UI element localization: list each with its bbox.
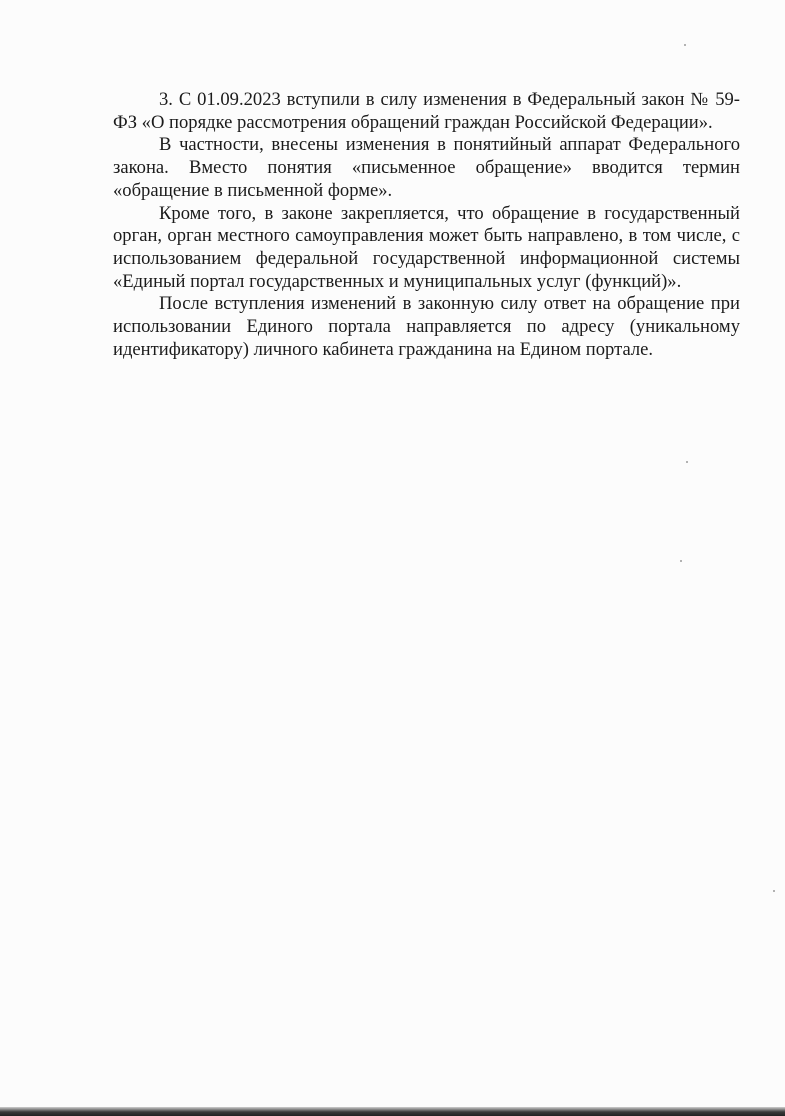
document-body	[113, 89, 740, 361]
paragraph-3	[113, 203, 740, 294]
paragraph-line: В частности, внесены изменения в понятийный аппарат Федерального	[159, 134, 740, 156]
paragraph-line: 3. С 01.09.2023 вступили в силу изменения в Федеральный закон № 59-	[159, 89, 740, 110]
paragraph-line: закона. Вместо понятия «письменное обращение» вводится термин	[113, 157, 740, 179]
paragraph-line: использованием федеральной государственной информационной системы	[113, 247, 740, 269]
paragraph-line: После вступления изменений в законную силу ответ на обращение при	[159, 293, 740, 315]
paragraph-line: использовании Единого портала направляется по адресу (уникальному	[113, 316, 740, 338]
paragraph-line: Кроме того, в законе закрепляется, что обращение в государственный	[159, 202, 740, 224]
paragraph-4	[113, 293, 740, 361]
paragraph-line: орган, орган местного самоуправления может быть направлено, в том числе, с	[113, 225, 740, 247]
paragraph-line: идентификатору) личного кабинета гражданина на Едином портале.	[113, 338, 654, 360]
paragraph-2	[113, 134, 740, 202]
paragraph-line: «Единый портал государственных и муниципальных услуг (функций)».	[113, 270, 682, 292]
paragraph-line: ФЗ «О порядке рассмотрения обращений граждан Российской Федерации».	[113, 111, 713, 133]
scan-speck	[686, 461, 688, 463]
paragraph-1	[113, 89, 740, 134]
scan-speck	[773, 890, 775, 892]
scan-speck	[684, 44, 686, 46]
scan-speck	[680, 560, 682, 562]
scan-bottom-edge	[0, 1107, 785, 1116]
paragraph-line: «обращение в письменной форме».	[113, 179, 393, 201]
